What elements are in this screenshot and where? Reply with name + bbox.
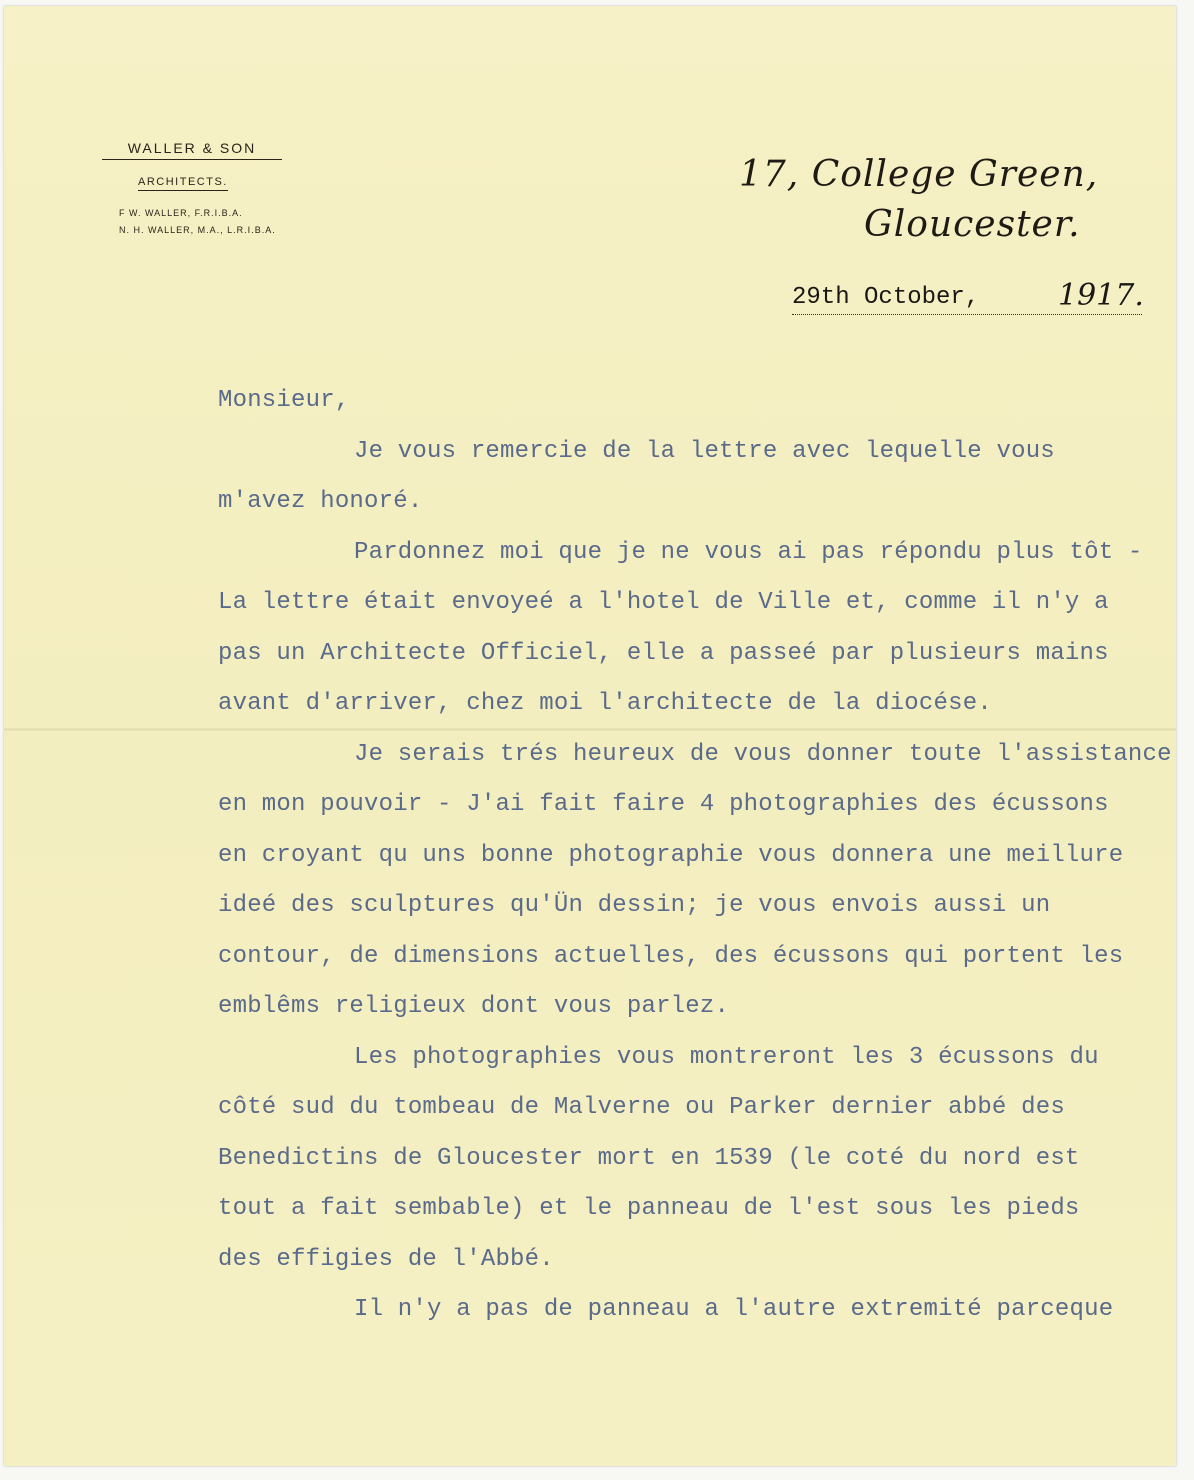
firm-profession: ARCHITECTS. — [138, 176, 228, 191]
firm-name: WALLER & SON — [102, 140, 282, 160]
letter-paper — [4, 6, 1176, 1466]
body-line: en croyant qu uns bonne photographie vous donnera une meillure — [218, 841, 1124, 869]
salutation: Monsieur, — [218, 387, 350, 414]
partner-2: N. H. WALLER, M.A., L.R.I.B.A. — [119, 225, 276, 235]
body-line: en mon pouvoir - J'ai fait faire 4 photographies des écussons — [218, 791, 1109, 818]
address-line-1: 17, College Green, — [739, 154, 1099, 195]
date-year: 1917. — [1058, 278, 1144, 313]
letter-body — [218, 376, 1172, 1336]
body-line: ideé des sculptures qu'Ün dessin; je vous envois aussi un — [218, 892, 1051, 919]
body-line: Les photographies vous montreront les 3 écussons du — [354, 1043, 1099, 1071]
body-line: des effigies de l'Abbé. — [218, 1245, 554, 1273]
body-line: Je vous remercie de la lettre avec lequelle vous — [354, 437, 1055, 465]
address-line-2: Gloucester. — [864, 204, 1081, 245]
partner-1: F W. WALLER, F.R.I.B.A. — [119, 208, 243, 218]
body-line: Je serais trés heureux de vous donner toute l'assistance — [354, 740, 1172, 768]
body-line: Pardonnez moi que je ne vous ai pas répondu plus tôt - — [354, 538, 1143, 566]
body-line: La lettre était envoyeé a l'hotel de Ville et, comme il n'y a — [218, 589, 1109, 616]
body-line: tout a fait sembable) et le panneau de l'est sous les pieds — [218, 1195, 1080, 1222]
body-line: emblêms religieux dont vous parlez. — [218, 993, 730, 1020]
body-line: pas un Architecte Officiel, elle a passeé par plusieurs mains — [218, 639, 1109, 667]
date-line — [792, 278, 1144, 315]
body-line: Benedictins de Gloucester mort en 1539 (le coté du nord est — [218, 1144, 1080, 1172]
body-line: m'avez honoré. — [218, 488, 423, 515]
date-day-month: 29th October, — [792, 284, 980, 311]
body-line: contour, de dimensions actuelles, des écussons qui portent les — [218, 942, 1124, 970]
body-line: avant d'arriver, chez moi l'architecte de la diocése. — [218, 690, 992, 717]
body-line: côté sud du tombeau de Malverne ou Parker dernier abbé des — [218, 1094, 1065, 1121]
body-line: Il n'y a pas de panneau a l'autre extremité parceque — [354, 1296, 1114, 1323]
